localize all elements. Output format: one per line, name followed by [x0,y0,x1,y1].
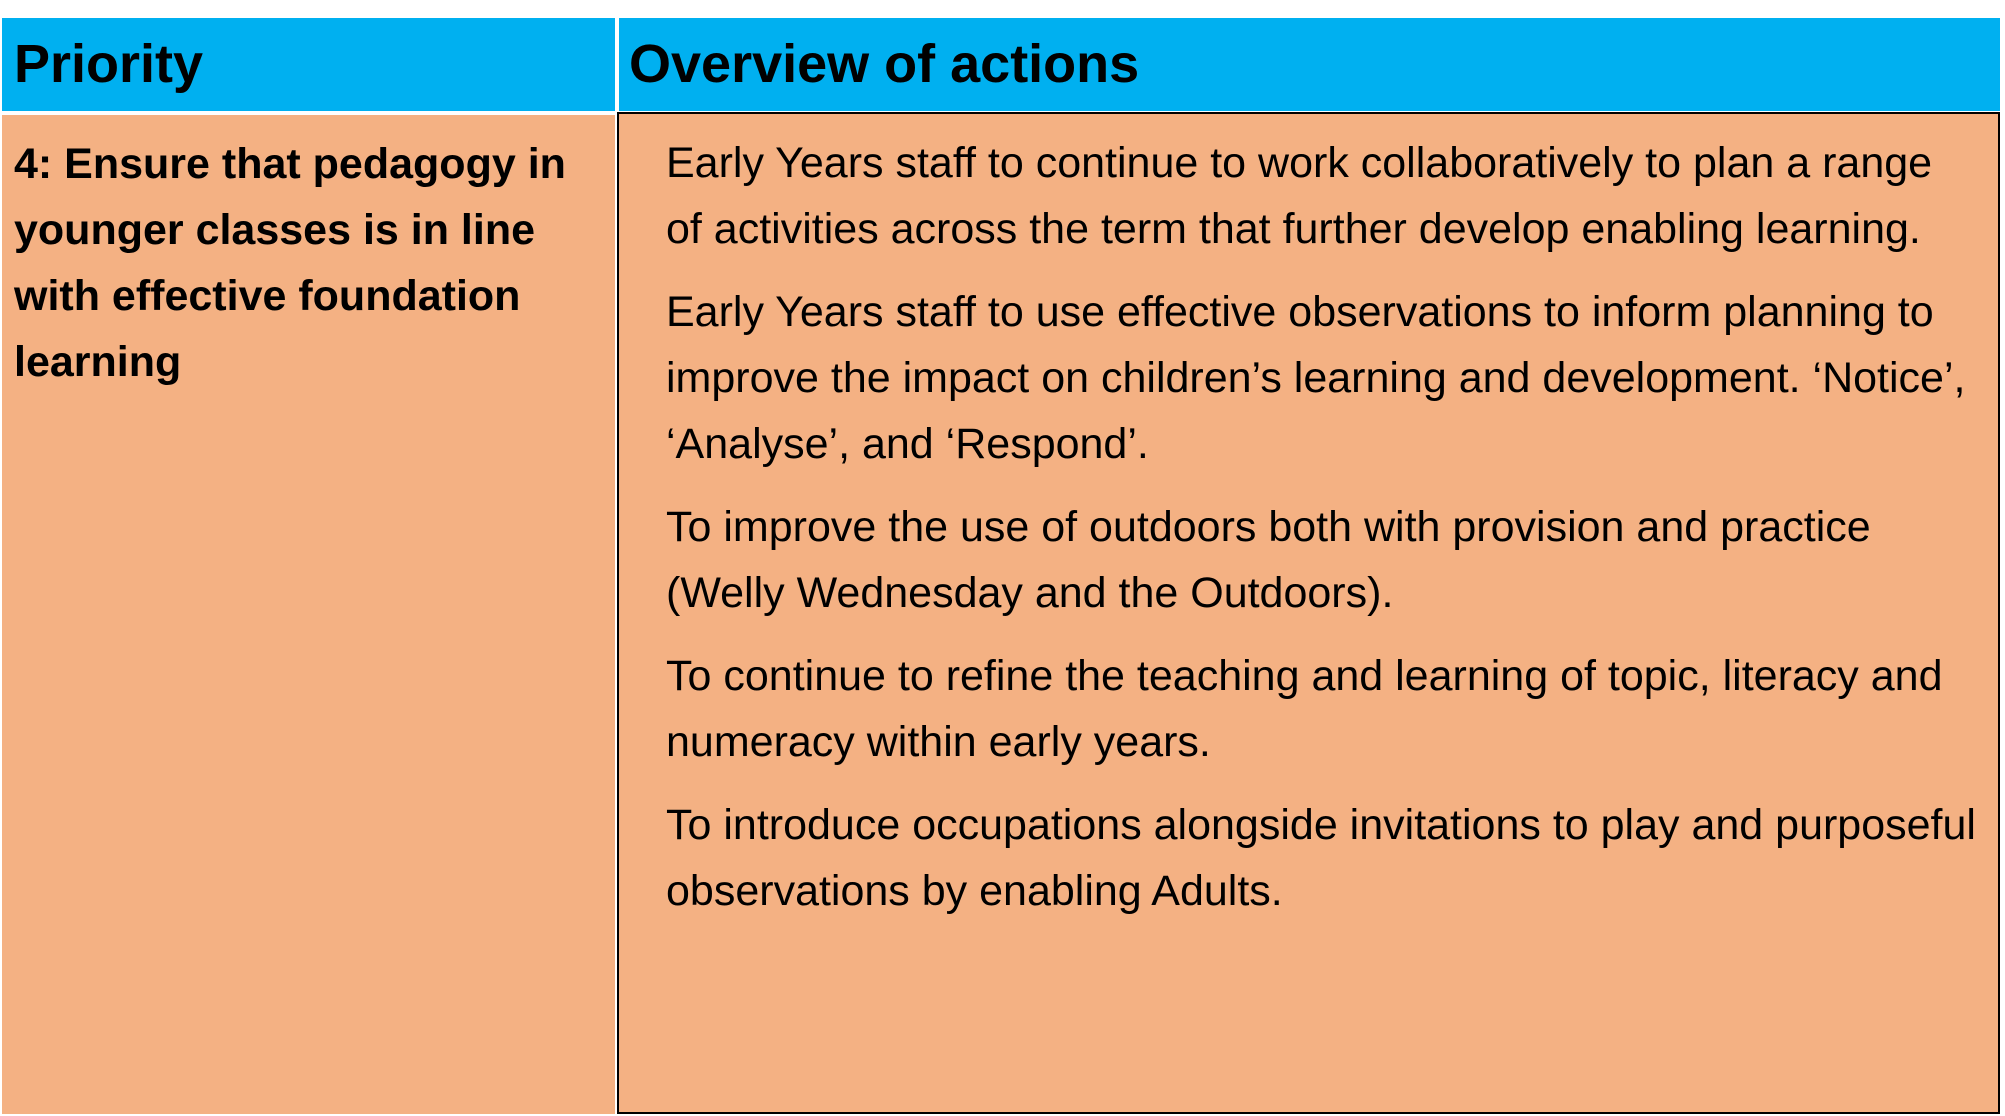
action-item: To improve the use of outdoors both with provision and practice (Welly Wednesday and the Outdoors). [666,503,1871,617]
overview-cell [617,112,2000,1114]
action-item: To continue to refine the teaching and learning of topic, literacy and numeracy within early years. [666,652,1943,766]
action-item: Early Years staff to use effective observations to inform planning to improve the impact on children’s learning and development. ‘Notice’, ‘Analyse’, and ‘Respond’. [666,288,1966,468]
priority-cell [2,115,615,1114]
action-item: To introduce occupations alongside invitations to play and purposeful observations by enabling Adults. [666,801,1976,915]
priority-text: 4: Ensure that pedagogy in younger classes is in line with effective foundation learning [14,140,566,386]
overview-header: Overview of actions [619,18,2000,111]
priority-actions-table [2,18,2000,1114]
priority-header: Priority [2,18,615,111]
action-item: Early Years staff to continue to work collaboratively to plan a range of activities across the term that further develop enabling learning. [666,139,1933,253]
